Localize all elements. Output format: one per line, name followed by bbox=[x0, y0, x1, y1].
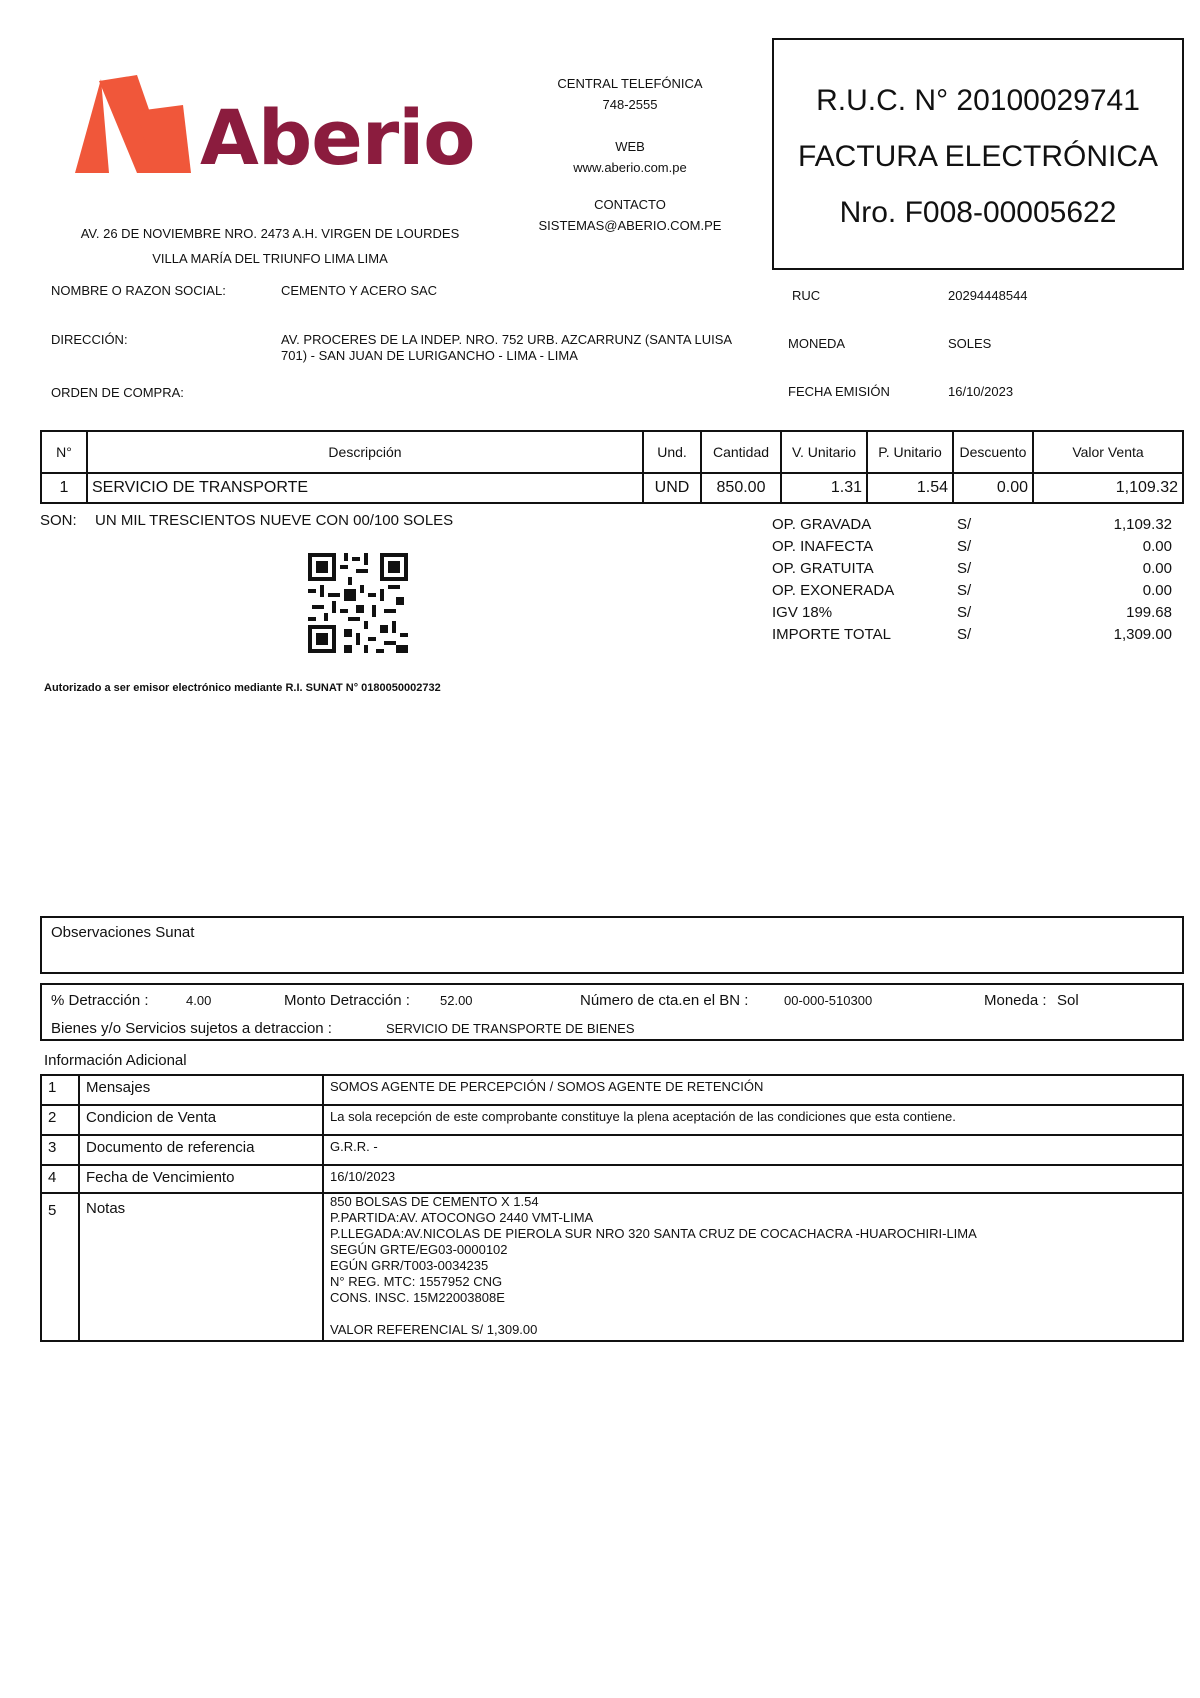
currency-value: SOLES bbox=[948, 336, 992, 351]
client-address-line1: AV. PROCERES DE LA INDEP. NRO. 752 URB. AZCARRUNZ (SANTA LUISA bbox=[281, 332, 733, 347]
amount-in-words: UN MIL TRESCIENTOS NUEVE CON 00/100 SOLES bbox=[95, 512, 454, 529]
col-header: Descuento bbox=[953, 431, 1033, 473]
detraction-goods: SERVICIO DE TRANSPORTE DE BIENES bbox=[386, 1021, 635, 1036]
total-row bbox=[772, 538, 1172, 560]
total-label: OP. INAFECTA bbox=[772, 538, 874, 555]
detraction-amount-label: Monto Detracción : bbox=[284, 992, 410, 1009]
bn-account: 00-000-510300 bbox=[784, 993, 873, 1008]
col-header: Und. bbox=[643, 431, 701, 473]
total-label: OP. EXONERADA bbox=[772, 582, 895, 599]
client-ruc-label: RUC bbox=[792, 288, 821, 303]
note-line: P.LLEGADA:AV.NICOLAS DE PIEROLA SUR NRO 320 SANTA CRUZ DE COCACHACRA -HUAROCHIRI-LIMA bbox=[330, 1226, 977, 1241]
table-row bbox=[41, 1165, 1183, 1193]
detraction-currency-label: Moneda : bbox=[984, 992, 1047, 1009]
table-row bbox=[41, 1135, 1183, 1165]
client-address-line2: 701) - SAN JUAN DE LURIGANCHO - LIMA - LIMA bbox=[281, 348, 578, 363]
items-header-row bbox=[41, 431, 1183, 473]
amount-in-words-label: SON: bbox=[40, 512, 77, 529]
table-row bbox=[41, 1193, 1183, 1341]
col-header: P. Unitario bbox=[867, 431, 953, 473]
observations-label: Observaciones Sunat bbox=[51, 924, 195, 941]
total-row bbox=[772, 626, 1172, 648]
info-row-key: Mensajes bbox=[79, 1075, 323, 1105]
contact-email[interactable]: SISTEMAS@ABERIO.COM.PE bbox=[538, 218, 722, 233]
web-link[interactable]: www.aberio.com.pe bbox=[573, 160, 687, 175]
total-row bbox=[772, 582, 1172, 604]
items-table bbox=[40, 430, 1184, 504]
total-amount: 1,109.32 bbox=[1113, 516, 1172, 533]
info-row-value: G.R.R. - bbox=[323, 1135, 1183, 1165]
note-line: N° REG. MTC: 1557952 CNG bbox=[330, 1274, 503, 1289]
note-line: VALOR REFERENCIAL S/ 1,309.00 bbox=[330, 1322, 538, 1337]
total-amount: 199.68 bbox=[1126, 604, 1172, 621]
info-row-key: Condicion de Venta bbox=[79, 1105, 323, 1135]
client-ruc: 20294448544 bbox=[948, 288, 1028, 303]
web-label: WEB bbox=[615, 139, 645, 154]
total-label: IGV 18% bbox=[772, 604, 833, 621]
issue-date: 16/10/2023 bbox=[948, 384, 1014, 399]
notes-value bbox=[323, 1193, 1183, 1341]
client-name: CEMENTO Y ACERO SAC bbox=[281, 283, 438, 298]
col-header: Descripción bbox=[87, 431, 643, 473]
detraction-goods-label: Bienes y/o Servicios sujetos a detraccion : bbox=[51, 1020, 332, 1037]
total-currency: S/ bbox=[957, 516, 972, 533]
total-label: IMPORTE TOTAL bbox=[772, 626, 891, 643]
info-row-number: 2 bbox=[41, 1105, 79, 1135]
note-line: P.PARTIDA:AV. ATOCONGO 2440 VMT-LIMA bbox=[330, 1210, 594, 1225]
issue-date-label: FECHA EMISIÓN bbox=[788, 384, 890, 399]
total-label: OP. GRAVADA bbox=[772, 516, 872, 533]
phone-number: 748-2555 bbox=[602, 97, 658, 112]
company-address-line1: AV. 26 DE NOVIEMBRE NRO. 2473 A.H. VIRGEN DE LOURDES bbox=[80, 226, 460, 241]
total-label: OP. GRATUITA bbox=[772, 560, 874, 577]
document-type: FACTURA ELECTRÓNICA bbox=[797, 140, 1159, 173]
info-row-number: 3 bbox=[41, 1135, 79, 1165]
bn-account-label: Número de cta.en el BN : bbox=[580, 992, 749, 1009]
info-row-number: 1 bbox=[41, 1075, 79, 1105]
phone-label: CENTRAL TELEFÓNICA bbox=[557, 76, 703, 91]
note-line: SEGÚN GRTE/EG03-0000102 bbox=[330, 1242, 508, 1257]
ruc-box bbox=[772, 38, 1184, 270]
total-row bbox=[772, 604, 1172, 626]
col-header: V. Unitario bbox=[781, 431, 867, 473]
qr-code-icon bbox=[308, 553, 408, 653]
detraction-amount: 52.00 bbox=[440, 993, 473, 1008]
additional-info-table bbox=[40, 1074, 1184, 1342]
note-line: EGÚN GRR/T003-0034235 bbox=[330, 1258, 489, 1273]
company-address-line2: VILLA MARÍA DEL TRIUNFO LIMA LIMA bbox=[152, 251, 388, 266]
info-row-key: Documento de referencia bbox=[79, 1135, 323, 1165]
item-discount: 0.00 bbox=[953, 473, 1033, 503]
detraction-pct-label: % Detracción : bbox=[51, 992, 149, 1009]
contact-label: CONTACTO bbox=[594, 197, 666, 212]
detraction-box bbox=[40, 983, 1184, 1041]
observations-box bbox=[40, 916, 1184, 974]
item-description: SERVICIO DE TRANSPORTE bbox=[87, 473, 643, 503]
item-quantity: 850.00 bbox=[701, 473, 781, 503]
sunat-authorization: Autorizado a ser emisor electrónico mediante R.I. SUNAT N° 0180050002732 bbox=[44, 682, 441, 694]
info-row-number: 5 bbox=[41, 1193, 79, 1341]
document-number: Nro. F008-00005622 bbox=[839, 196, 1117, 229]
total-row bbox=[772, 560, 1172, 582]
info-row-value: La sola recepción de este comprobante constituye la plena aceptación de las condiciones que esta contiene. bbox=[323, 1105, 1183, 1135]
table-row bbox=[41, 1105, 1183, 1135]
additional-info-title: Información Adicional bbox=[44, 1052, 187, 1069]
total-currency: S/ bbox=[957, 626, 972, 643]
client-name-label: NOMBRE O RAZON SOCIAL: bbox=[51, 283, 226, 298]
info-row-key: Notas bbox=[79, 1193, 323, 1341]
total-currency: S/ bbox=[957, 604, 972, 621]
info-row-value: 16/10/2023 bbox=[323, 1165, 1183, 1193]
note-line: 850 BOLSAS DE CEMENTO X 1.54 bbox=[330, 1194, 539, 1209]
col-header: Valor Venta bbox=[1033, 431, 1183, 473]
detraction-currency: Sol bbox=[1057, 992, 1079, 1009]
ruc-number: R.U.C. N° 20100029741 bbox=[816, 84, 1140, 117]
total-amount: 1,309.00 bbox=[1113, 626, 1172, 643]
total-amount: 0.00 bbox=[1142, 582, 1172, 599]
info-row-key: Fecha de Vencimiento bbox=[79, 1165, 323, 1193]
table-row bbox=[41, 1075, 1183, 1105]
note-line bbox=[330, 1306, 1176, 1322]
total-currency: S/ bbox=[957, 560, 972, 577]
total-row bbox=[772, 516, 1172, 538]
aberio-wordmark: Aberio bbox=[200, 93, 475, 182]
total-currency: S/ bbox=[957, 538, 972, 555]
purchase-order-label: ORDEN DE COMPRA: bbox=[51, 385, 184, 400]
item-unit-value: 1.31 bbox=[781, 473, 867, 503]
note-line: CONS. INSC. 15M22003808E bbox=[330, 1290, 505, 1305]
info-row-number: 4 bbox=[41, 1165, 79, 1193]
total-amount: 0.00 bbox=[1142, 560, 1172, 577]
info-row-value: SOMOS AGENTE DE PERCEPCIÓN / SOMOS AGENTE DE RETENCIÓN bbox=[323, 1075, 1183, 1105]
detraction-pct: 4.00 bbox=[186, 993, 212, 1008]
table-row bbox=[41, 473, 1183, 503]
item-unit-price: 1.54 bbox=[867, 473, 953, 503]
item-number: 1 bbox=[41, 473, 87, 503]
currency-label: MONEDA bbox=[788, 336, 846, 351]
total-amount: 0.00 bbox=[1142, 538, 1172, 555]
item-unit: UND bbox=[643, 473, 701, 503]
client-address-label: DIRECCIÓN: bbox=[51, 332, 128, 347]
col-header: N° bbox=[41, 431, 87, 473]
item-total: 1,109.32 bbox=[1033, 473, 1183, 503]
col-header: Cantidad bbox=[701, 431, 781, 473]
total-currency: S/ bbox=[957, 582, 972, 599]
